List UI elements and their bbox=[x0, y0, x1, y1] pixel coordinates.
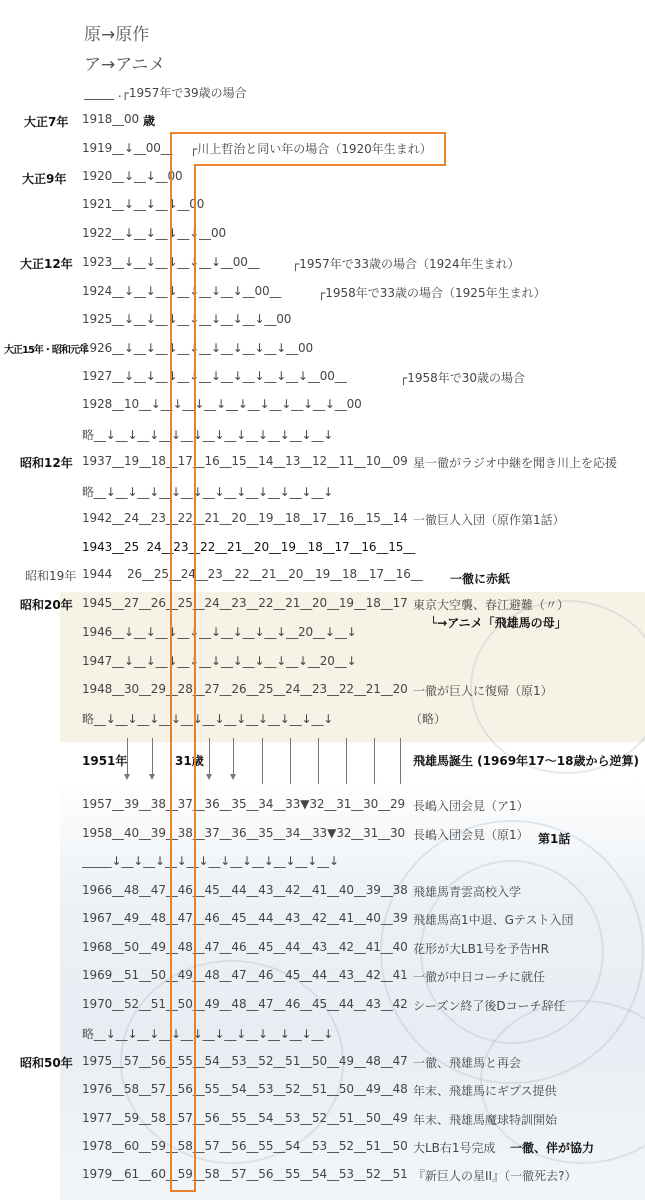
arrow-1951-h bbox=[346, 738, 347, 784]
row-1948: 1948__30__29__28__27__26__25__24__23__22__21__20 bbox=[82, 682, 408, 696]
sai-label: 歳 bbox=[143, 114, 156, 128]
row-1968: 1968__50__49__48__47__46__45__44__43__42__41__40 bbox=[82, 940, 408, 954]
row-1919: 1919__↓__00__ bbox=[82, 141, 173, 155]
note-1976: 年末、飛雄馬にギプス提供 bbox=[413, 1084, 557, 1098]
arrow-1951-b bbox=[152, 738, 153, 774]
arrow-1951-d bbox=[233, 738, 234, 774]
row-1946: 1946__↓__↓__↓__↓__↓__↓__↓__↓__20__↓__↓ bbox=[82, 625, 357, 639]
arrow-head-a bbox=[124, 774, 130, 780]
note-1978-helpers: 一徹、伴が協力 bbox=[510, 1141, 595, 1155]
row-ryaku-3: 略__↓__↓__↓__↓__↓__↓__↓__↓__↓__↓__↓ bbox=[82, 712, 334, 726]
row-ryaku-1: 略__↓__↓__↓__↓__↓__↓__↓__↓__↓__↓__↓ bbox=[82, 428, 334, 442]
row-1969: 1969__51__50__49__48__47__46__45__44__43__42__41 bbox=[82, 968, 408, 982]
arrow-1951-j bbox=[400, 738, 401, 784]
note-1977: 年末、飛雄馬魔球特訓開始 bbox=[413, 1113, 558, 1127]
row-1947: 1947__↓__↓__↓__↓__↓__↓__↓__↓__↓__20__↓ bbox=[82, 654, 357, 668]
note-1975: 一徹、飛雄馬と再会 bbox=[413, 1056, 522, 1070]
era-taisho9: 大正9年 bbox=[22, 172, 67, 186]
note-1978: 大LB右1号完成 bbox=[413, 1141, 496, 1155]
highlight-box-kawakami bbox=[170, 132, 446, 166]
note-1948: 一徹が巨人に復帰（原1） bbox=[413, 684, 553, 698]
note-episode-1: 第1話 bbox=[538, 832, 571, 846]
row-1967: 1967__49__48__47__46__45__44__43__42__41__40__39 bbox=[82, 911, 408, 925]
row-1978: 1978__60__59__58__57__56__55__54__53__52__51__50 bbox=[82, 1139, 408, 1153]
row-ryaku-2: 略__↓__↓__↓__↓__↓__↓__↓__↓__↓__↓__↓ bbox=[82, 485, 334, 499]
row-1922: 1922__↓__↓__↓__↓__00 bbox=[82, 226, 227, 240]
row-1925: 1925__↓__↓__↓__↓__↓__↓__↓__00 bbox=[82, 312, 292, 326]
row-1975: 1975__57__56__55__54__53__52__51__50__49__48__47 bbox=[82, 1054, 408, 1068]
row-1926: 1926__↓__↓__↓__↓__↓__↓__↓__↓__00 bbox=[82, 341, 314, 355]
note-1923: ┌1957年で33歳の場合（1924年生まれ） bbox=[292, 257, 520, 271]
era-showa20: 昭和20年 bbox=[20, 598, 73, 612]
note-1942: 一徹巨人入団（原作第1話） bbox=[413, 513, 565, 527]
row-1924: 1924__↓__↓__↓__↓__↓__↓__00__ bbox=[82, 284, 282, 298]
arrow-1951-c bbox=[209, 738, 210, 774]
row-1944: 1944 26__25__24__23__22__21__20__19__18__17__16__ bbox=[82, 567, 423, 581]
note-1924: ┌1958年で33歳の場合（1925年生まれ） bbox=[318, 286, 546, 300]
note-1979: 『新巨人の星II』（一徹死去?） bbox=[413, 1169, 577, 1183]
note-1969: 一徹が中日コーチに就任 bbox=[413, 970, 546, 984]
note-1951: 飛雄馬誕生 (1969年17〜18歳から逆算) bbox=[413, 754, 639, 768]
row-1942: 1942__24__23__22__21__20__19__18__17__16__15__14 bbox=[82, 511, 408, 525]
arrow-head-b bbox=[149, 774, 155, 780]
age-31: 31歳 bbox=[175, 754, 204, 768]
row-dash: _____↓__↓__↓__↓__↓__↓__↓__↓__↓__↓__↓ bbox=[82, 854, 340, 868]
era-taisho12: 大正12年 bbox=[20, 257, 73, 271]
era-showa19: 昭和19年 bbox=[25, 569, 77, 583]
note-1957: 長嶋入団会見（ア1） bbox=[413, 799, 529, 813]
row-1976: 1976__58__57__56__55__54__53__52__51__50__49__48 bbox=[82, 1082, 408, 1096]
row-1927: 1927__↓__↓__↓__↓__↓__↓__↓__↓__↓__00__ bbox=[82, 369, 347, 383]
note-ryaku-3: （略） bbox=[410, 712, 447, 726]
note-1937: 星一徹がラジオ中継を聞き川上を応援 bbox=[413, 456, 618, 470]
row-1920: 1920__↓__↓__00 bbox=[82, 169, 183, 183]
note-1944: 一徹に赤紙 bbox=[450, 572, 511, 586]
row-ryaku-4: 略__↓__↓__↓__↓__↓__↓__↓__↓__↓__↓__↓ bbox=[82, 1027, 334, 1041]
era-taisho7: 大正7年 bbox=[24, 115, 69, 129]
row-1958: 1958__40__39__38__37__36__35__34__33▼32__31__30 bbox=[82, 826, 406, 840]
row-1945: 1945__27__26__25__24__23__22__21__20__19__18__17 bbox=[82, 596, 408, 610]
highlight-column bbox=[170, 164, 196, 1192]
row-1943: 1943__25 24__23__22__21__20__19__18__17__16__15__ bbox=[82, 540, 416, 554]
arrow-head-c bbox=[206, 774, 212, 780]
row-1918: 1918__00 bbox=[82, 112, 140, 126]
arrow-1951-f bbox=[290, 738, 291, 784]
era-taisho15: 大正15年・昭和元年 bbox=[4, 345, 88, 356]
row-1937: 1937__19__18__17__16__15__14__13__12__11__10__09 bbox=[82, 454, 408, 468]
era-showa50: 昭和50年 bbox=[20, 1056, 73, 1070]
arrow-1951-e bbox=[262, 738, 263, 784]
note-1968: 花形が大LB1号を予告HR bbox=[413, 942, 549, 956]
year-1951: 1951年 bbox=[82, 754, 128, 768]
note-1957-39: _____ .┌1957年で39歳の場合 bbox=[84, 86, 247, 100]
row-1957: 1957__39__38__37__36__35__34__33▼32__31__30__29 bbox=[82, 797, 406, 811]
arrow-1951-g bbox=[318, 738, 319, 784]
row-1977: 1977__59__58__57__56__55__54__53__52__51__50__49 bbox=[82, 1111, 408, 1125]
arrow-1951-i bbox=[374, 738, 375, 784]
era-showa12: 昭和12年 bbox=[20, 456, 73, 470]
arrow-1951-a bbox=[127, 738, 128, 774]
note-1927: ┌1958年で30歳の場合 bbox=[400, 371, 526, 385]
legend-anime: ア→アニメ bbox=[84, 55, 166, 75]
row-1923: 1923__↓__↓__↓__↓__↓__00__ bbox=[82, 255, 260, 269]
note-1958: 長嶋入団会見（原1） bbox=[413, 828, 529, 842]
note-1919: ┌川上哲治と同い年の場合（1920年生まれ） bbox=[190, 142, 432, 156]
row-1970: 1970__52__51__50__49__48__47__46__45__44__43__42 bbox=[82, 997, 408, 1011]
note-1970: シーズン終了後Dコーチ辞任 bbox=[413, 999, 566, 1013]
row-1921: 1921__↓__↓__↓__00 bbox=[82, 197, 205, 211]
note-1945-anime: └→アニメ「飛雄馬の母」 bbox=[430, 616, 567, 630]
arrow-head-d bbox=[230, 774, 236, 780]
note-1966: 飛雄馬青雲高校入学 bbox=[413, 885, 522, 899]
highlight-connector bbox=[194, 164, 446, 166]
legend-original: 原→原作 bbox=[84, 25, 150, 45]
note-1945: 東京大空襲、春江避難（〃） bbox=[413, 598, 570, 612]
note-1967: 飛雄馬高1中退、Gテスト入団 bbox=[413, 913, 574, 927]
row-1966: 1966__48__47__46__45__44__43__42__41__40__39__38 bbox=[82, 883, 408, 897]
row-1979: 1979__61__60__59__58__57__56__55__54__53__52__51 bbox=[82, 1167, 408, 1181]
row-1928: 1928__10__↓__↓__↓__↓__↓__↓__↓__↓__↓__00 bbox=[82, 397, 362, 411]
